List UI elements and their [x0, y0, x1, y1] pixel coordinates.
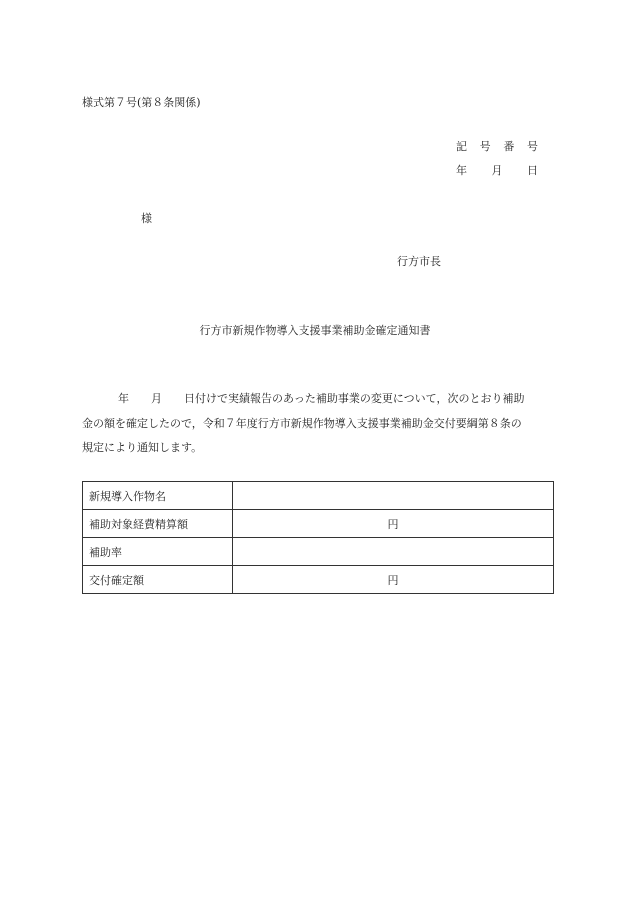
table-row: [83, 566, 554, 594]
body-line-2: 金の額を確定したので，令和７年度行方市新規作物導入支援事業補助金交付要綱第８条の: [82, 416, 522, 430]
row-value: [233, 482, 554, 510]
body-line-1: 年 月 日付けで実績報告のあった補助事業の変更について，次のとおり補助: [118, 392, 525, 405]
date-year: 年: [456, 164, 467, 177]
date-month: 月: [491, 164, 503, 177]
row-label: 補助率: [83, 538, 233, 566]
form-number: 様式第７号(第８条関係): [82, 96, 201, 109]
row-value: 円: [233, 510, 554, 538]
table-row: [83, 538, 554, 566]
row-label: 交付確定額: [83, 566, 233, 594]
confirmation-table: [82, 481, 554, 594]
issue-date: [456, 165, 538, 176]
document-number-label: 記 号 番 号: [456, 140, 538, 153]
body-text: [82, 387, 554, 461]
row-label: 新規導入作物名: [83, 482, 233, 510]
recipient-honorific: 様: [141, 212, 152, 225]
date-day: 日: [527, 164, 538, 177]
table-row: [83, 510, 554, 538]
document-title: 行方市新規作物導入支援事業補助金確定通知書: [199, 324, 431, 337]
table-row: [83, 482, 554, 510]
row-value: 円: [233, 566, 554, 594]
row-value: [233, 538, 554, 566]
sender-name: 行方市長: [397, 255, 441, 268]
body-line-3: 規定により通知します。: [82, 441, 203, 454]
row-label: 補助対象経費精算額: [83, 510, 233, 538]
